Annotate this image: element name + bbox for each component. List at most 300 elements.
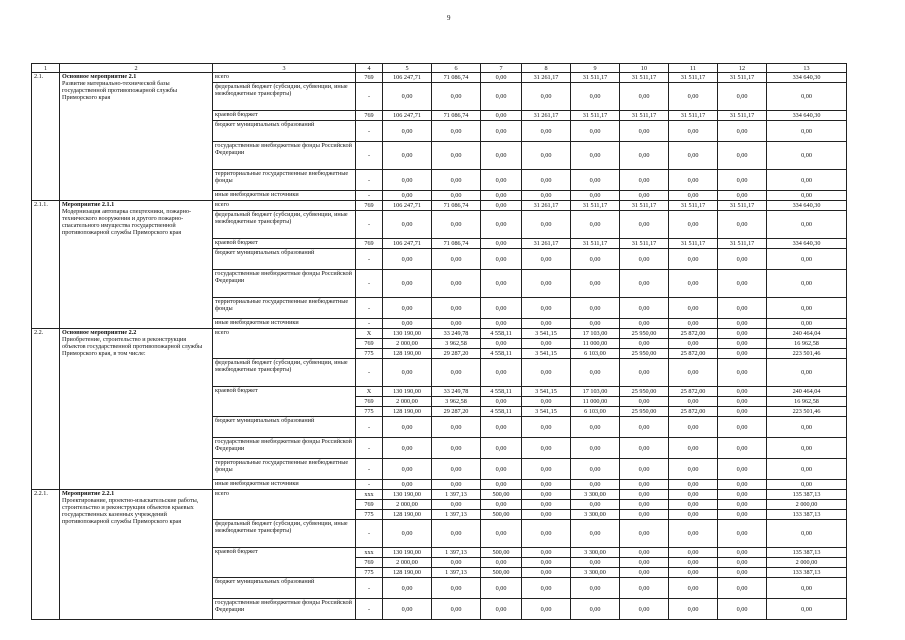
value-cell: 0,00 <box>432 520 481 548</box>
column-header: 6 <box>432 64 481 73</box>
value-cell: 0,00 <box>669 510 718 520</box>
code-cell: - <box>356 83 383 111</box>
value-cell: 0,00 <box>383 578 432 599</box>
measure-description: Развитие материально-технической базы государственной противопожарной службы Приморского края <box>62 80 178 101</box>
row-number: 2.2.1. <box>32 490 60 620</box>
value-cell: 130 190,00 <box>383 490 432 500</box>
source-label: иные внебюджетные источники <box>213 319 356 329</box>
value-cell: 0,00 <box>481 111 522 121</box>
value-cell: 0,00 <box>620 459 669 480</box>
value-cell: 0,00 <box>718 170 767 191</box>
value-cell: 0,00 <box>571 558 620 568</box>
value-cell: 0,00 <box>481 142 522 170</box>
measure-title: Мероприятие 2.1.1 <box>62 201 115 208</box>
value-cell: 0,00 <box>522 170 571 191</box>
value-cell: 0,00 <box>620 510 669 520</box>
value-cell: 0,00 <box>522 558 571 568</box>
source-label: территориальные государственные внебюджетные фонды <box>213 459 356 480</box>
value-cell: 135 387,13 <box>767 490 847 500</box>
value-cell: 0,00 <box>571 438 620 459</box>
value-cell: 16 962,58 <box>767 397 847 407</box>
value-cell: 0,00 <box>432 170 481 191</box>
source-label: государственные внебюджетные фонды Российской Федерации <box>213 438 356 459</box>
value-cell: 0,00 <box>767 438 847 459</box>
value-cell: 0,00 <box>620 121 669 142</box>
value-cell: 0,00 <box>522 121 571 142</box>
value-cell: 0,00 <box>522 298 571 319</box>
source-label: краевой бюджет <box>213 111 356 121</box>
table-row <box>32 201 847 211</box>
value-cell: 2 000,00 <box>767 500 847 510</box>
value-cell: 31 511,17 <box>718 201 767 211</box>
source-label: бюджет муниципальных образований <box>213 121 356 142</box>
value-cell: 0,00 <box>669 568 718 578</box>
value-cell: 2 000,00 <box>383 500 432 510</box>
value-cell: 0,00 <box>383 459 432 480</box>
value-cell: 0,00 <box>718 599 767 620</box>
code-cell: - <box>356 191 383 201</box>
value-cell: 0,00 <box>718 319 767 329</box>
value-cell: 130 190,00 <box>383 387 432 397</box>
value-cell: 0,00 <box>522 480 571 490</box>
value-cell: 31 511,17 <box>620 73 669 83</box>
code-cell: - <box>356 121 383 142</box>
value-cell: 6 103,00 <box>571 407 620 417</box>
source-label: всего <box>213 73 356 83</box>
value-cell: 11 000,00 <box>571 339 620 349</box>
value-cell: 16 962,58 <box>767 339 847 349</box>
value-cell: 0,00 <box>669 191 718 201</box>
value-cell: 11 000,00 <box>571 397 620 407</box>
value-cell: 0,00 <box>481 359 522 387</box>
value-cell: 0,00 <box>620 142 669 170</box>
value-cell: 0,00 <box>432 121 481 142</box>
source-label: бюджет муниципальных образований <box>213 578 356 599</box>
source-label: государственные внебюджетные фонды Российской Федерации <box>213 270 356 298</box>
value-cell: 31 511,17 <box>571 201 620 211</box>
value-cell: 0,00 <box>522 270 571 298</box>
value-cell: 17 103,00 <box>571 387 620 397</box>
value-cell: 0,00 <box>620 417 669 438</box>
value-cell: 133 387,13 <box>767 510 847 520</box>
value-cell: 0,00 <box>718 121 767 142</box>
header-row <box>32 64 847 73</box>
value-cell: 0,00 <box>432 211 481 239</box>
value-cell: 0,00 <box>620 298 669 319</box>
source-label: федеральный бюджет (субсидии, субвенции, иные межбюджетные трансферты) <box>213 211 356 239</box>
value-cell: 0,00 <box>522 510 571 520</box>
value-cell: 0,00 <box>620 83 669 111</box>
value-cell: 0,00 <box>669 459 718 480</box>
value-cell: 0,00 <box>432 249 481 270</box>
value-cell: 128 190,00 <box>383 407 432 417</box>
value-cell: 4 558,11 <box>481 387 522 397</box>
value-cell: 0,00 <box>571 142 620 170</box>
value-cell: 0,00 <box>767 417 847 438</box>
value-cell: 6 103,00 <box>571 349 620 359</box>
value-cell: 0,00 <box>767 191 847 201</box>
value-cell: 0,00 <box>620 211 669 239</box>
value-cell: 0,00 <box>522 520 571 548</box>
value-cell: 2 000,00 <box>767 558 847 568</box>
value-cell: 0,00 <box>718 548 767 558</box>
value-cell: 223 501,46 <box>767 407 847 417</box>
value-cell: 3 300,00 <box>571 548 620 558</box>
value-cell: 33 249,78 <box>432 387 481 397</box>
value-cell: 3 300,00 <box>571 490 620 500</box>
value-cell: 0,00 <box>669 298 718 319</box>
measure-description: Модернизация автопарка спецтехники, пожарно-технического вооружения и другого пожарно-спасательного имущества государственной противопожарной службы Приморского края <box>62 208 192 236</box>
value-cell: 0,00 <box>571 500 620 510</box>
value-cell: 0,00 <box>718 191 767 201</box>
column-header: 8 <box>522 64 571 73</box>
value-cell: 106 247,71 <box>383 201 432 211</box>
value-cell: 0,00 <box>571 359 620 387</box>
measure-description: Приобретение, строительство и реконструкция объектов государственной противопожарной службы Приморского края, в том числе: <box>62 336 203 357</box>
source-label: федеральный бюджет (субсидии, субвенции, иные межбюджетные трансферты) <box>213 520 356 548</box>
value-cell: 0,00 <box>432 578 481 599</box>
value-cell: 130 190,00 <box>383 329 432 339</box>
value-cell: 0,00 <box>481 121 522 142</box>
value-cell: 31 511,17 <box>669 73 718 83</box>
value-cell: 0,00 <box>383 417 432 438</box>
value-cell: 0,00 <box>481 599 522 620</box>
value-cell: 0,00 <box>718 359 767 387</box>
value-cell: 0,00 <box>669 480 718 490</box>
value-cell: 0,00 <box>383 83 432 111</box>
value-cell: 0,00 <box>669 359 718 387</box>
value-cell: 2 000,00 <box>383 339 432 349</box>
column-header: 1 <box>32 64 60 73</box>
value-cell: 0,00 <box>718 459 767 480</box>
value-cell: 0,00 <box>620 520 669 548</box>
column-header: 5 <box>383 64 432 73</box>
value-cell: 0,00 <box>571 211 620 239</box>
value-cell: 0,00 <box>669 438 718 459</box>
value-cell: 3 541,15 <box>522 407 571 417</box>
code-cell: - <box>356 578 383 599</box>
source-label: бюджет муниципальных образований <box>213 417 356 438</box>
value-cell: 0,00 <box>522 490 571 500</box>
value-cell: 0,00 <box>481 298 522 319</box>
value-cell: 0,00 <box>669 142 718 170</box>
code-cell: 775 <box>356 568 383 578</box>
column-header: 12 <box>718 64 767 73</box>
value-cell: 0,00 <box>718 407 767 417</box>
value-cell: 0,00 <box>481 520 522 548</box>
value-cell: 0,00 <box>383 121 432 142</box>
value-cell: 0,00 <box>669 121 718 142</box>
value-cell: 71 086,74 <box>432 201 481 211</box>
value-cell: 3 962,58 <box>432 339 481 349</box>
value-cell: 0,00 <box>432 459 481 480</box>
value-cell: 31 511,17 <box>620 111 669 121</box>
value-cell: 0,00 <box>718 520 767 548</box>
value-cell: 0,00 <box>620 500 669 510</box>
source-label: краевой бюджет <box>213 387 356 417</box>
value-cell: 4 558,11 <box>481 349 522 359</box>
value-cell: 0,00 <box>718 211 767 239</box>
value-cell: 0,00 <box>432 83 481 111</box>
value-cell: 0,00 <box>432 500 481 510</box>
value-cell: 0,00 <box>522 359 571 387</box>
value-cell: 31 261,17 <box>522 201 571 211</box>
value-cell: 0,00 <box>718 387 767 397</box>
value-cell: 0,00 <box>383 191 432 201</box>
value-cell: 0,00 <box>718 438 767 459</box>
table-row <box>32 73 847 83</box>
value-cell: 0,00 <box>718 480 767 490</box>
value-cell: 1 397,13 <box>432 568 481 578</box>
value-cell: 0,00 <box>669 578 718 599</box>
value-cell: 0,00 <box>522 500 571 510</box>
value-cell: 106 247,71 <box>383 239 432 249</box>
value-cell: 0,00 <box>432 558 481 568</box>
value-cell: 0,00 <box>481 83 522 111</box>
value-cell: 0,00 <box>481 459 522 480</box>
value-cell: 31 261,17 <box>522 73 571 83</box>
value-cell: 0,00 <box>620 490 669 500</box>
value-cell: 0,00 <box>620 397 669 407</box>
value-cell: 0,00 <box>432 417 481 438</box>
value-cell: 0,00 <box>620 170 669 191</box>
source-label: федеральный бюджет (субсидии, субвенции, иные межбюджетные трансферты) <box>213 83 356 111</box>
column-header: 9 <box>571 64 620 73</box>
value-cell: 0,00 <box>718 510 767 520</box>
code-cell: 769 <box>356 339 383 349</box>
measure-title: Основное мероприятие 2.1 <box>62 73 137 80</box>
code-cell: xxx <box>356 490 383 500</box>
value-cell: 0,00 <box>571 298 620 319</box>
code-cell: 769 <box>356 558 383 568</box>
source-label: территориальные государственные внебюджетные фонды <box>213 170 356 191</box>
value-cell: 3 541,15 <box>522 329 571 339</box>
value-cell: 3 300,00 <box>571 510 620 520</box>
value-cell: 106 247,71 <box>383 73 432 83</box>
value-cell: 0,00 <box>718 339 767 349</box>
value-cell: 0,00 <box>571 417 620 438</box>
value-cell: 4 558,11 <box>481 329 522 339</box>
value-cell: 0,00 <box>767 319 847 329</box>
value-cell: 0,00 <box>481 319 522 329</box>
value-cell: 31 511,17 <box>718 111 767 121</box>
value-cell: 0,00 <box>718 349 767 359</box>
value-cell: 0,00 <box>620 359 669 387</box>
value-cell: 31 511,17 <box>571 73 620 83</box>
value-cell: 3 541,15 <box>522 387 571 397</box>
value-cell: 0,00 <box>481 191 522 201</box>
value-cell: 71 086,74 <box>432 111 481 121</box>
value-cell: 0,00 <box>571 599 620 620</box>
value-cell: 0,00 <box>620 548 669 558</box>
value-cell: 106 247,71 <box>383 111 432 121</box>
value-cell: 33 249,78 <box>432 329 481 339</box>
value-cell: 0,00 <box>481 73 522 83</box>
value-cell: 0,00 <box>718 578 767 599</box>
value-cell: 0,00 <box>767 480 847 490</box>
value-cell: 0,00 <box>669 339 718 349</box>
column-header: 10 <box>620 64 669 73</box>
code-cell: 769 <box>356 500 383 510</box>
value-cell: 0,00 <box>718 249 767 270</box>
value-cell: 223 501,46 <box>767 349 847 359</box>
source-label: всего <box>213 201 356 211</box>
source-label: государственные внебюджетные фонды Российской Федерации <box>213 142 356 170</box>
value-cell: 31 511,17 <box>669 201 718 211</box>
value-cell: 0,00 <box>669 490 718 500</box>
value-cell: 500,00 <box>481 548 522 558</box>
value-cell: 500,00 <box>481 510 522 520</box>
code-cell: - <box>356 438 383 459</box>
value-cell: 0,00 <box>669 520 718 548</box>
value-cell: 0,00 <box>432 599 481 620</box>
value-cell: 128 190,00 <box>383 349 432 359</box>
row-number: 2.1.1. <box>32 201 60 329</box>
code-cell: - <box>356 459 383 480</box>
value-cell: 0,00 <box>383 319 432 329</box>
source-label: федеральный бюджет (субсидии, субвенции, иные межбюджетные трансферты) <box>213 359 356 387</box>
column-header: 7 <box>481 64 522 73</box>
value-cell: 0,00 <box>522 417 571 438</box>
source-label: краевой бюджет <box>213 239 356 249</box>
value-cell: 0,00 <box>432 191 481 201</box>
value-cell: 3 962,58 <box>432 397 481 407</box>
value-cell: 25 872,00 <box>669 407 718 417</box>
value-cell: 1 397,13 <box>432 510 481 520</box>
value-cell: 0,00 <box>767 142 847 170</box>
source-label: краевой бюджет <box>213 548 356 578</box>
code-cell: - <box>356 599 383 620</box>
value-cell: 0,00 <box>432 142 481 170</box>
value-cell: 0,00 <box>432 270 481 298</box>
value-cell: 0,00 <box>767 121 847 142</box>
value-cell: 0,00 <box>669 211 718 239</box>
code-cell: - <box>356 319 383 329</box>
value-cell: 0,00 <box>571 83 620 111</box>
budget-table <box>31 63 847 620</box>
code-cell: - <box>356 417 383 438</box>
value-cell: 3 300,00 <box>571 568 620 578</box>
value-cell: 0,00 <box>669 417 718 438</box>
value-cell: 0,00 <box>767 298 847 319</box>
measure-title: Мероприятие 2.2.1 <box>62 490 115 497</box>
value-cell: 0,00 <box>383 599 432 620</box>
value-cell: 31 511,17 <box>718 239 767 249</box>
value-cell: 0,00 <box>620 249 669 270</box>
row-number: 2.2. <box>32 329 60 490</box>
value-cell: 0,00 <box>432 480 481 490</box>
value-cell: 0,00 <box>718 142 767 170</box>
measure-title: Основное мероприятие 2.2 <box>62 329 137 336</box>
code-cell: 775 <box>356 349 383 359</box>
value-cell: 0,00 <box>620 191 669 201</box>
value-cell: 2 000,00 <box>383 558 432 568</box>
value-cell: 0,00 <box>522 599 571 620</box>
value-cell: 0,00 <box>432 359 481 387</box>
value-cell: 31 511,17 <box>669 239 718 249</box>
measure-name <box>60 490 213 620</box>
value-cell: 0,00 <box>383 270 432 298</box>
value-cell: 0,00 <box>767 211 847 239</box>
value-cell: 334 640,30 <box>767 73 847 83</box>
value-cell: 0,00 <box>718 270 767 298</box>
source-label: иные внебюджетные источники <box>213 191 356 201</box>
value-cell: 0,00 <box>571 121 620 142</box>
source-label: государственные внебюджетные фонды Российской Федерации <box>213 599 356 620</box>
source-label: иные внебюджетные источники <box>213 480 356 490</box>
value-cell: 0,00 <box>481 578 522 599</box>
code-cell: 769 <box>356 239 383 249</box>
value-cell: 500,00 <box>481 490 522 500</box>
measure-name <box>60 201 213 329</box>
value-cell: 0,00 <box>718 500 767 510</box>
value-cell: 128 190,00 <box>383 568 432 578</box>
value-cell: 31 261,17 <box>522 239 571 249</box>
value-cell: 0,00 <box>669 270 718 298</box>
value-cell: 0,00 <box>481 438 522 459</box>
value-cell: 31 511,17 <box>620 239 669 249</box>
value-cell: 0,00 <box>669 83 718 111</box>
value-cell: 0,00 <box>718 83 767 111</box>
code-cell: X <box>356 387 383 397</box>
value-cell: 0,00 <box>522 548 571 558</box>
source-label: всего <box>213 490 356 520</box>
value-cell: 0,00 <box>522 191 571 201</box>
value-cell: 135 387,13 <box>767 548 847 558</box>
value-cell: 29 287,20 <box>432 407 481 417</box>
value-cell: 0,00 <box>522 438 571 459</box>
source-label: территориальные государственные внебюджетные фонды <box>213 298 356 319</box>
value-cell: 500,00 <box>481 568 522 578</box>
page-number: 9 <box>447 14 451 22</box>
value-cell: 0,00 <box>571 480 620 490</box>
value-cell: 0,00 <box>481 558 522 568</box>
value-cell: 0,00 <box>669 599 718 620</box>
code-cell: 775 <box>356 407 383 417</box>
code-cell: - <box>356 211 383 239</box>
value-cell: 25 950,00 <box>620 329 669 339</box>
code-cell: xxx <box>356 548 383 558</box>
code-cell: 769 <box>356 397 383 407</box>
value-cell: 240 464,04 <box>767 387 847 397</box>
value-cell: 1 397,13 <box>432 548 481 558</box>
value-cell: 71 086,74 <box>432 239 481 249</box>
value-cell: 0,00 <box>767 520 847 548</box>
value-cell: 0,00 <box>767 249 847 270</box>
value-cell: 4 558,11 <box>481 407 522 417</box>
value-cell: 0,00 <box>383 480 432 490</box>
value-cell: 17 103,00 <box>571 329 620 339</box>
value-cell: 0,00 <box>522 83 571 111</box>
value-cell: 0,00 <box>620 480 669 490</box>
value-cell: 0,00 <box>571 319 620 329</box>
value-cell: 0,00 <box>522 319 571 329</box>
value-cell: 240 464,04 <box>767 329 847 339</box>
value-cell: 31 511,17 <box>571 111 620 121</box>
table-row <box>32 329 847 339</box>
row-number: 2.1. <box>32 73 60 201</box>
value-cell: 25 950,00 <box>620 387 669 397</box>
value-cell: 25 872,00 <box>669 349 718 359</box>
value-cell: 31 511,17 <box>669 111 718 121</box>
value-cell: 0,00 <box>571 520 620 548</box>
value-cell: 0,00 <box>522 339 571 349</box>
value-cell: 0,00 <box>522 397 571 407</box>
value-cell: 0,00 <box>620 578 669 599</box>
code-cell: 769 <box>356 201 383 211</box>
value-cell: 0,00 <box>481 211 522 239</box>
value-cell: 0,00 <box>522 211 571 239</box>
